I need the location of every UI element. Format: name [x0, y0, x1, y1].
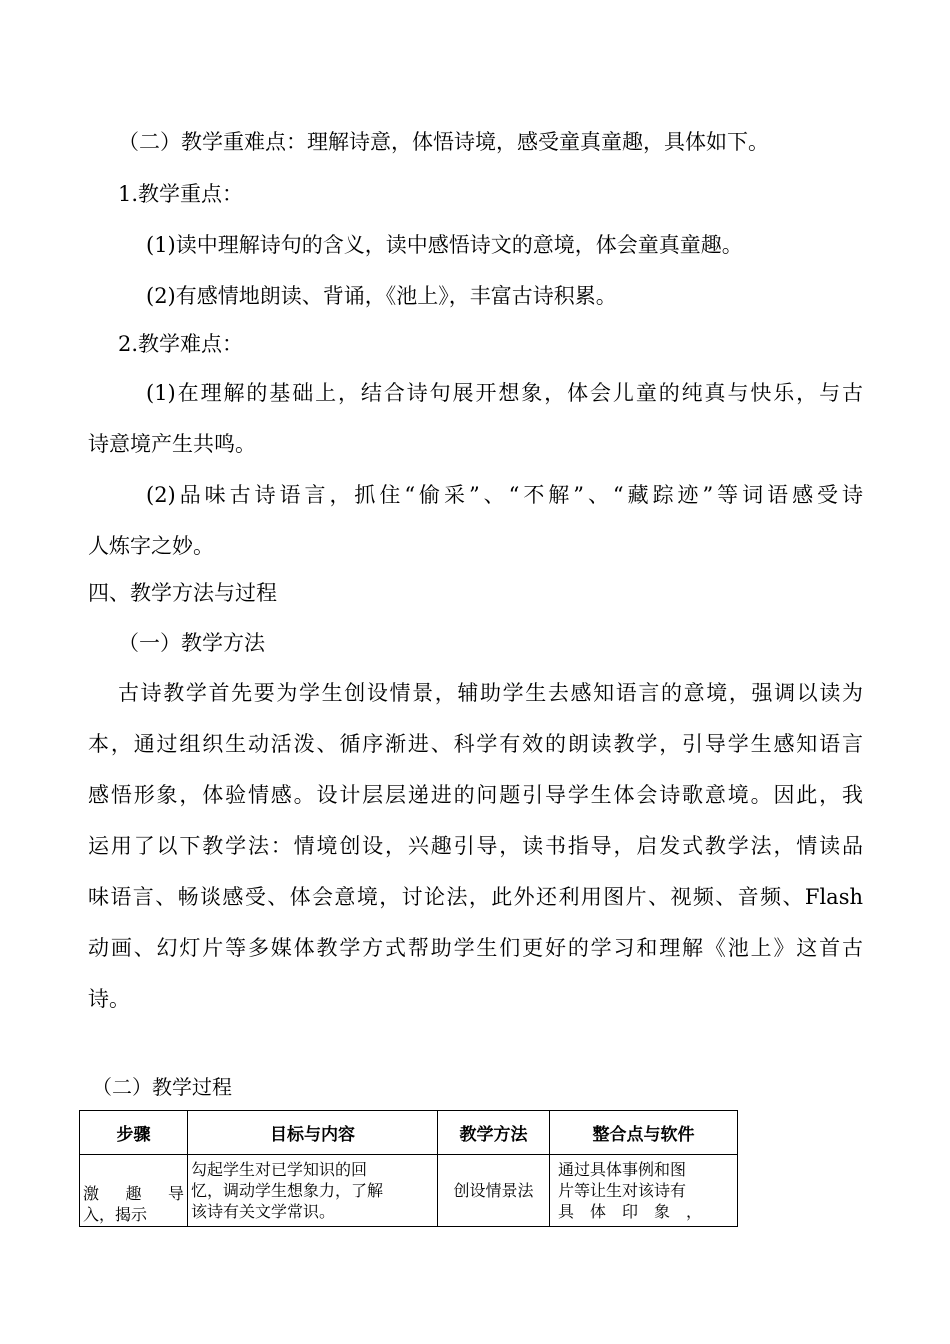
methods-paragraph-line-1: 古诗教学首先要为学生创设情景，辅助学生去感知语言的意境，强调以读为 [118, 681, 863, 705]
methods-paragraph-line-4: 运用了以下教学法：情境创设，兴趣引导，读书指导，启发式教学法，情读品 [88, 834, 863, 858]
integration-line-2: 片等让生对该诗有 [558, 1181, 687, 1200]
header-step: 步骤 [80, 1111, 188, 1155]
methods-paragraph-line-3: 感悟形象，体验情感。设计层层递进的问题引导学生体会诗歌意境。因此，我 [88, 783, 863, 807]
methods-paragraph-line-6: 动画、幻灯片等多媒体教学方式帮助学生们更好的学习和理解《池上》这首古 [88, 936, 863, 960]
key-points-heading: 1.教学重点： [118, 182, 244, 206]
methods-heading: （一）教学方法 [118, 631, 265, 655]
difficult-point-2-line-1: (2)品味古诗语言，抓住“偷采”、“不解”、“藏踪迹”等词语感受诗 [146, 483, 863, 507]
cell-method: 创设情景法 [438, 1155, 550, 1227]
step-line-1: 激 趣 导 [83, 1184, 184, 1203]
cell-integration-software [550, 1155, 738, 1227]
key-point-2: (2)有感情地朗读、背诵，《池上》，丰富古诗积累。 [146, 284, 617, 308]
table-row [80, 1155, 738, 1227]
section-4-heading: 四、教学方法与过程 [88, 581, 277, 605]
methods-paragraph-line-2: 本，通过组织生动活泼、循序渐进、科学有效的朗读教学，引导学生感知语言 [88, 732, 863, 756]
goal-line-1: 勾起学生对已学知识的回 [191, 1160, 368, 1179]
difficult-point-1-line-1: (1)在理解的基础上，结合诗句展开想象，体会儿童的纯真与快乐，与古 [146, 381, 863, 405]
cell-step [80, 1155, 188, 1227]
section-2-heading: （二）教学重难点：理解诗意，体悟诗境，感受童真童趣，具体如下。 [118, 130, 769, 154]
header-goal-content: 目标与内容 [188, 1111, 438, 1155]
header-integration-software: 整合点与软件 [550, 1111, 738, 1155]
teaching-process-table [79, 1110, 738, 1227]
key-point-1: (1)读中理解诗句的含义，读中感悟诗文的意境，体会童真童趣。 [146, 233, 743, 257]
methods-paragraph-line-7: 诗。 [88, 987, 130, 1011]
difficult-point-1-line-2: 诗意境产生共鸣。 [88, 432, 256, 456]
header-method: 教学方法 [438, 1111, 550, 1155]
table-header-row [80, 1111, 738, 1155]
step-line-2: 入，揭示 [83, 1205, 148, 1224]
difficult-points-heading: 2.教学难点： [118, 332, 244, 356]
difficult-point-2-line-2: 人炼字之妙。 [88, 534, 214, 558]
cell-goal-content [188, 1155, 438, 1227]
integration-line-1: 通过具体事例和图 [558, 1160, 687, 1179]
integration-line-3: 具 体 印 象 ， [558, 1202, 703, 1221]
methods-paragraph-line-5: 味语言、畅谈感受、体会意境，讨论法，此外还利用图片、视频、音频、Flash [88, 885, 863, 909]
goal-line-3: 该诗有关文学常识。 [191, 1202, 336, 1221]
process-heading: （二）教学过程 [92, 1075, 232, 1099]
goal-line-2: 忆，调动学生想象力，了解 [191, 1181, 384, 1200]
